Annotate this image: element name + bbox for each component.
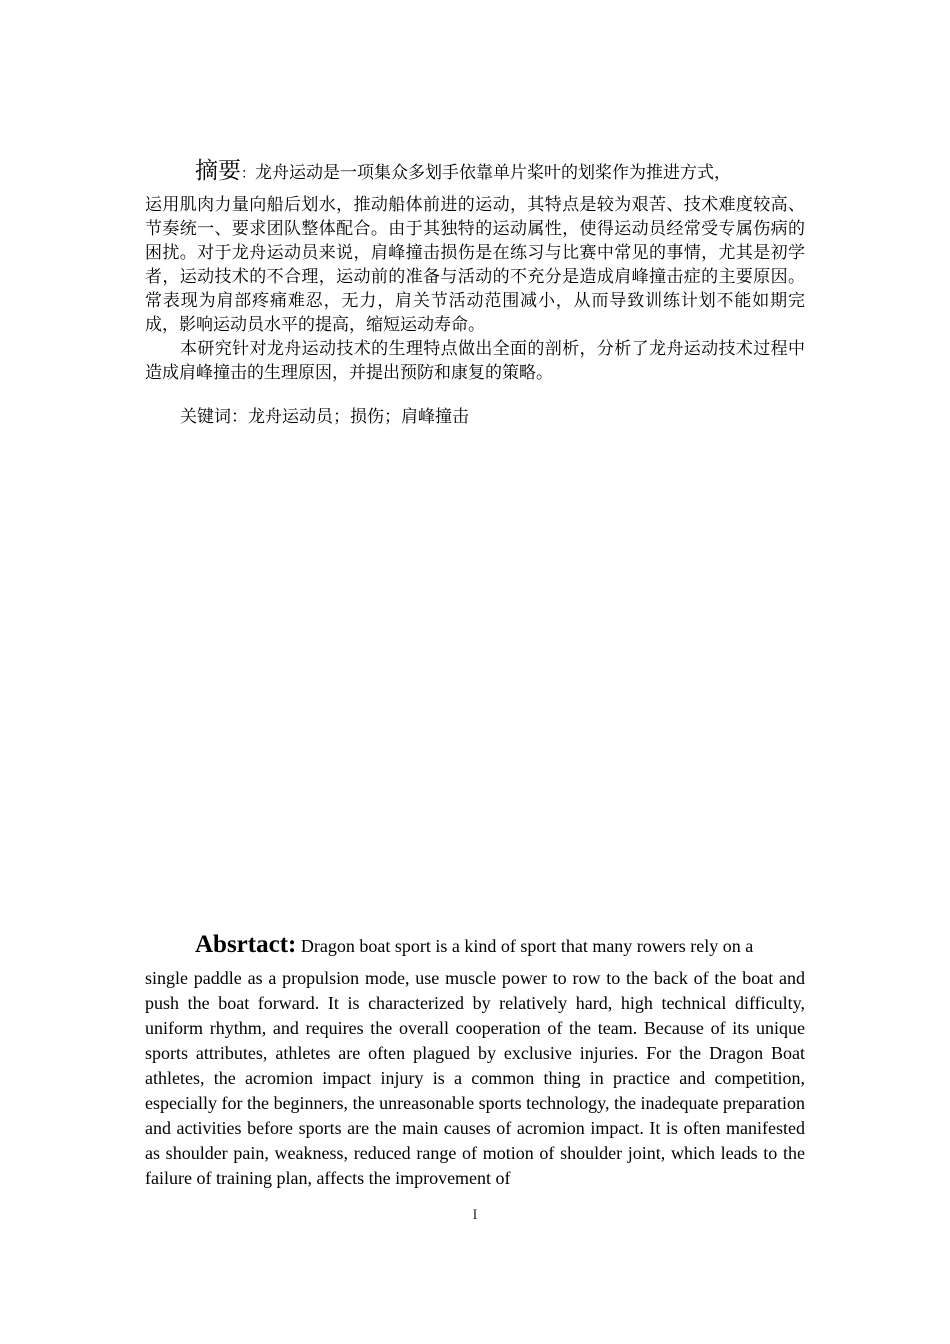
chinese-abstract-first-line <box>145 152 805 193</box>
english-abstract-first-text: Dragon boat sport is a kind of sport that many rowers rely on a <box>300 936 754 956</box>
chinese-abstract-colon: ： <box>241 166 255 182</box>
english-abstract <box>145 925 805 1191</box>
english-abstract-first-line <box>145 925 805 966</box>
chinese-abstract <box>145 152 805 429</box>
chinese-keywords: 关键词：龙舟运动员；损伤；肩峰撞击 <box>180 407 469 427</box>
chinese-abstract-heading: 摘要 <box>195 158 241 184</box>
chinese-abstract-first-text: 龙舟运动是一项集众多划手依靠单片桨叶的划桨作为推进方式， <box>255 163 731 183</box>
chinese-abstract-body: 运用肌肉力量向船后划水，推动船体前进的运动，其特点是较为艰苦、技术难度较高、节奏统一、要求团队整体配合。由于其独特的运动属性，使得运动员经常受专属伤病的困扰。对于龙舟运动员来说，肩峰撞击损伤是在练习与比赛中常见的事情，尤其是初学者，运动技术的不合理，运动前的准备与活动的不充分是造成肩峰撞击症的主要原因。常表现为肩部疼痛难忍，无力，肩关节活动范围减小，从而导致训练计划不能如期完成，影响运动员水平的提高，缩短运动寿命。 <box>145 195 805 335</box>
chinese-abstract-paragraph-2: 本研究针对龙舟运动技术的生理特点做出全面的剖析，分析了龙舟运动技术过程中造成肩峰撞击的生理原因，并提出预防和康复的策略。 <box>145 339 805 383</box>
english-abstract-heading: Absrtact: <box>195 931 297 958</box>
page-number: I <box>472 1207 478 1223</box>
english-abstract-body: single paddle as a propulsion mode, use muscle power to row to the back of the boat and push the boat forward. It is characterized by relatively hard, high technical difficulty, uniform rhythm, and requires the overall cooperation of the team. Because of its unique sports attributes, athletes are often plagued by exclusive injuries. For the Dragon Boat athletes, the acromion impact injury is a common thing in practice and competition, especially for the beginners, the unreasonable sports technology, the inadequate preparation and activities before sports are the main causes of acromion impact. It is often manifested as shoulder pain, weakness, reduced range of motion of shoulder joint, which leads to the failure of training plan, affects the improvement of <box>145 968 805 1188</box>
